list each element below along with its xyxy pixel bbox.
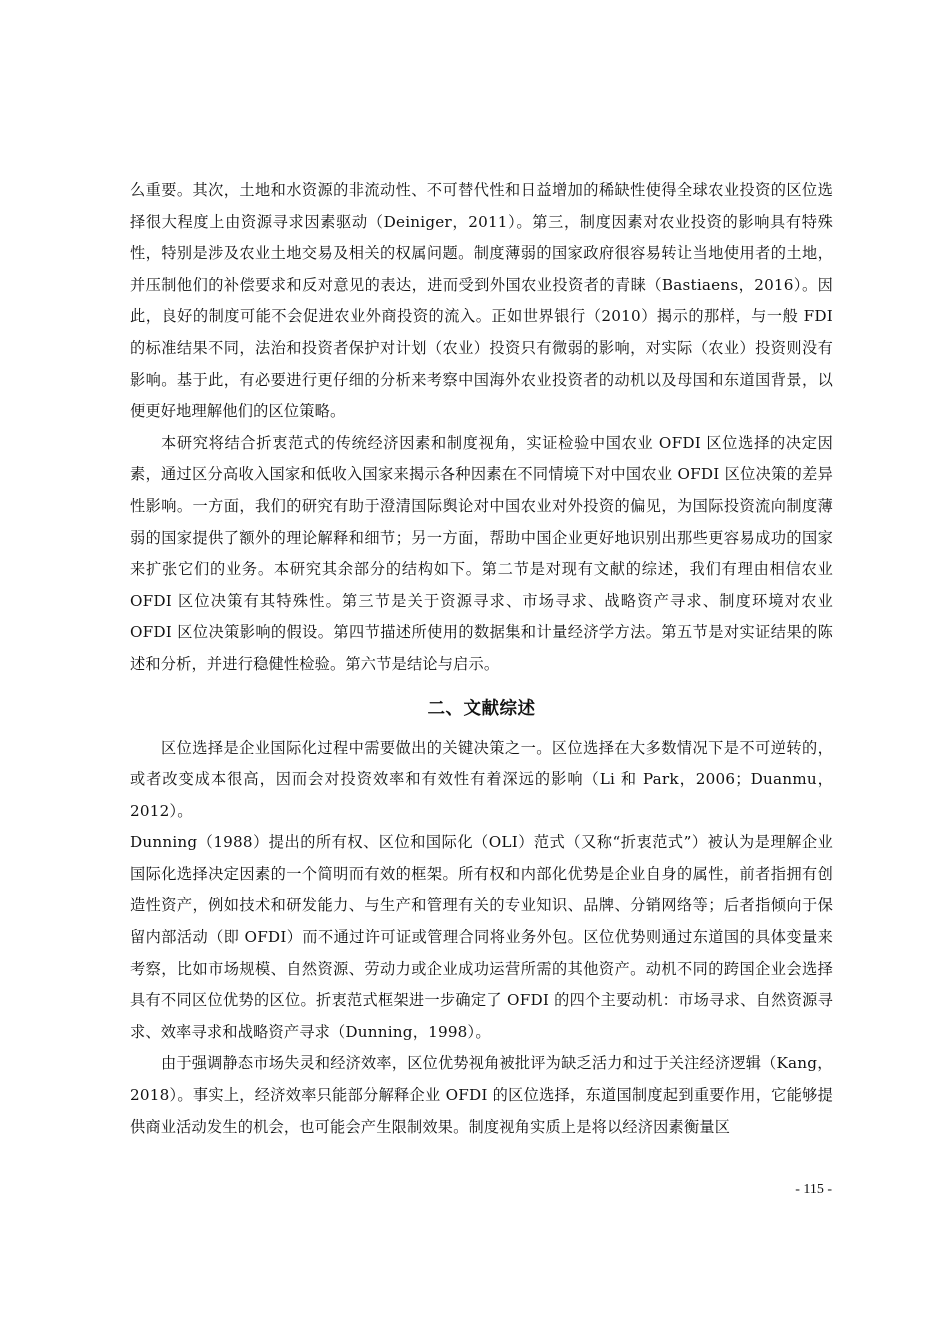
paragraph-3: 区位选择是企业国际化过程中需要做出的关键决策之一。区位选择在大多数情况下是不可逆转的，或者改变成本很高，因而会对投资效率和有效性有着深远的影响（Li 和 Park，2006；Duanmu，2012）。 [130, 738, 833, 820]
page-number: - 115 - [795, 1182, 832, 1197]
section-heading: 二、文献综述 [427, 698, 536, 719]
paragraph-2: 本研究将结合折衷范式的传统经济因素和制度视角，实证检验中国农业 OFDI 区位选择的决定因素，通过区分高收入国家和低收入国家来揭示各种因素在不同情境下对中国农业 OFDI 区位决策的差异性影响。一方面，我们的研究有助于澄清国际舆论对中国农业对外投资的偏见，为国际投资流向制度薄弱的国家提供了额外的理论解释和细节；另一方面，帮助中国企业更好地识别出那些更容易成功的国家来扩张它们的业务。本研究其余部分的结构如下。第二节是对现有文献的综述，我们有理由相信农业 OFDI 区位决策有其特殊性。第三节是关于资源寻求、市场寻求、战略资产寻求、制度环境对农业 OFDI 区位决策影响的假设。第四节描述所使用的数据集和计量经济学方法。第五节是对实证结果的陈述和分析，并进行稳健性检验。第六节是结论与启示。 [130, 433, 833, 673]
paragraph-5: 由于强调静态市场失灵和经济效率，区位优势视角被批评为缺乏活力和过于关注经济逻辑（Kang， [161, 1054, 833, 1073]
paragraph-6: 2018）。事实上，经济效率只能部分解释企业 OFDI 的区位选择，东道国制度起到重要作用，它能够提供商业活动发生的机会，也可能会产生限制效果。制度视角实质上是将以经济因素衡量区 [130, 1086, 833, 1136]
paragraph-1: 么重要。其次，土地和水资源的非流动性、不可替代性和日益增加的稀缺性使得全球农业投资的区位选择很大程度上由资源寻求因素驱动（Deiniger，2011）。第三，制度因素对农业投资的影响具有特殊性，特别是涉及农业土地交易及相关的权属问题。制度薄弱的国家政府很容易转让当地使用者的土地，并压制他们的补偿要求和反对意见的表达，进而受到外国农业投资者的青睐（Bastiaens，2016）。因此，良好的制度可能不会促进农业外商投资的流入。正如世界银行（2010）揭示的那样，与一般 FDI 的标准结果不同，法治和投资者保护对计划（农业）投资只有微弱的影响，对实际（农业）投资则没有影响。基于此，有必要进行更仔细的分析来考察中国海外农业投资者的动机以及母国和东道国背景，以便更好地理解他们的区位策略。 [130, 181, 833, 421]
paragraph-4: Dunning（1988）提出的所有权、区位和国际化（OLI）范式（又称“折衷范式”）被认为是理解企业国际化选择决定因素的一个简明而有效的框架。所有权和内部化优势是企业自身的属性，前者指拥有创造性资产，例如技术和研发能力、与生产和管理有关的专业知识、品牌、分销网络等；后者指倾向于保留内部活动（即 OFDI）而不通过许可证或管理合同将业务外包。区位优势则通过东道国的具体变量来考察，比如市场规模、自然资源、劳动力或企业成功运营所需的其他资产。动机不同的跨国企业会选择具有不同区位优势的区位。折衷范式框架进一步确定了 OFDI 的四个主要动机：市场寻求、自然资源寻求、效率寻求和战略资产寻求（Dunning，1998）。 [130, 833, 833, 1041]
page-body [130, 175, 833, 1143]
